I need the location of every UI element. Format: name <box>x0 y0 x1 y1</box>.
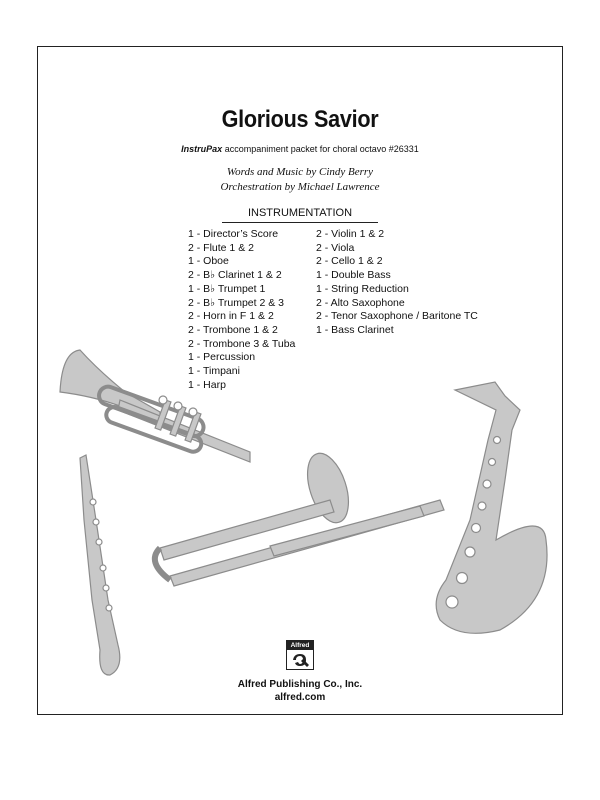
publisher-name: Alfred Publishing Co., Inc. <box>237 679 363 690</box>
orchestration-credit: Orchestration by Michael Lawrence <box>220 181 380 193</box>
words-music-credit: Words and Music by Cindy Berry <box>226 166 374 178</box>
list-item: 2 - Horn in F 1 & 2 <box>188 310 274 323</box>
list-item: 2 - Alto Saxophone <box>316 296 405 309</box>
list-item: 2 - B♭ Trumpet 2 & 3 <box>188 296 284 309</box>
list-item: 2 - Flute 1 & 2 <box>188 241 254 254</box>
saxophone-icon <box>436 382 547 633</box>
instrumentation-heading: INSTRUMENTATION <box>247 207 353 219</box>
subtitle-text: accompaniment packet for choral octavo #26331 <box>222 144 419 154</box>
list-item: 1 - Director’s Score <box>188 228 279 240</box>
alfred-logo <box>286 640 314 670</box>
page-title: Glorious Savior <box>221 106 379 133</box>
list-item: 1 - Oboe <box>188 255 229 268</box>
list-item: 2 - Cello 1 & 2 <box>316 255 383 268</box>
list-item: 1 - Harp <box>188 378 226 391</box>
list-item: 1 - String Reduction <box>316 282 409 295</box>
publisher-url: alfred.com <box>274 692 326 703</box>
trumpet-icon <box>60 350 250 462</box>
list-item: 1 - Timpani <box>188 365 240 378</box>
list-item: 2 - Tenor Saxophone / Baritone TC <box>316 310 478 323</box>
list-item: 1 - B♭ Trumpet 1 <box>188 282 266 295</box>
list-item: 2 - Viola <box>316 241 355 254</box>
list-item: 1 - Double Bass <box>316 269 391 282</box>
list-item: 2 - Violin 1 & 2 <box>316 228 385 240</box>
subtitle-brand: InstruPax <box>181 144 223 154</box>
logo-mark-icon <box>290 652 310 668</box>
trombone-icon <box>155 448 444 586</box>
list-item: 2 - B♭ Clarinet 1 & 2 <box>188 269 282 282</box>
list-item: 1 - Percussion <box>188 351 256 364</box>
list-item: 1 - Bass Clarinet <box>316 323 394 336</box>
list-item: 2 - Trombone 1 & 2 <box>188 323 278 336</box>
clarinet-icon <box>80 455 120 675</box>
list-item: 2 - Trombone 3 & Tuba <box>188 337 296 350</box>
logo-word: Alfred <box>287 641 313 650</box>
